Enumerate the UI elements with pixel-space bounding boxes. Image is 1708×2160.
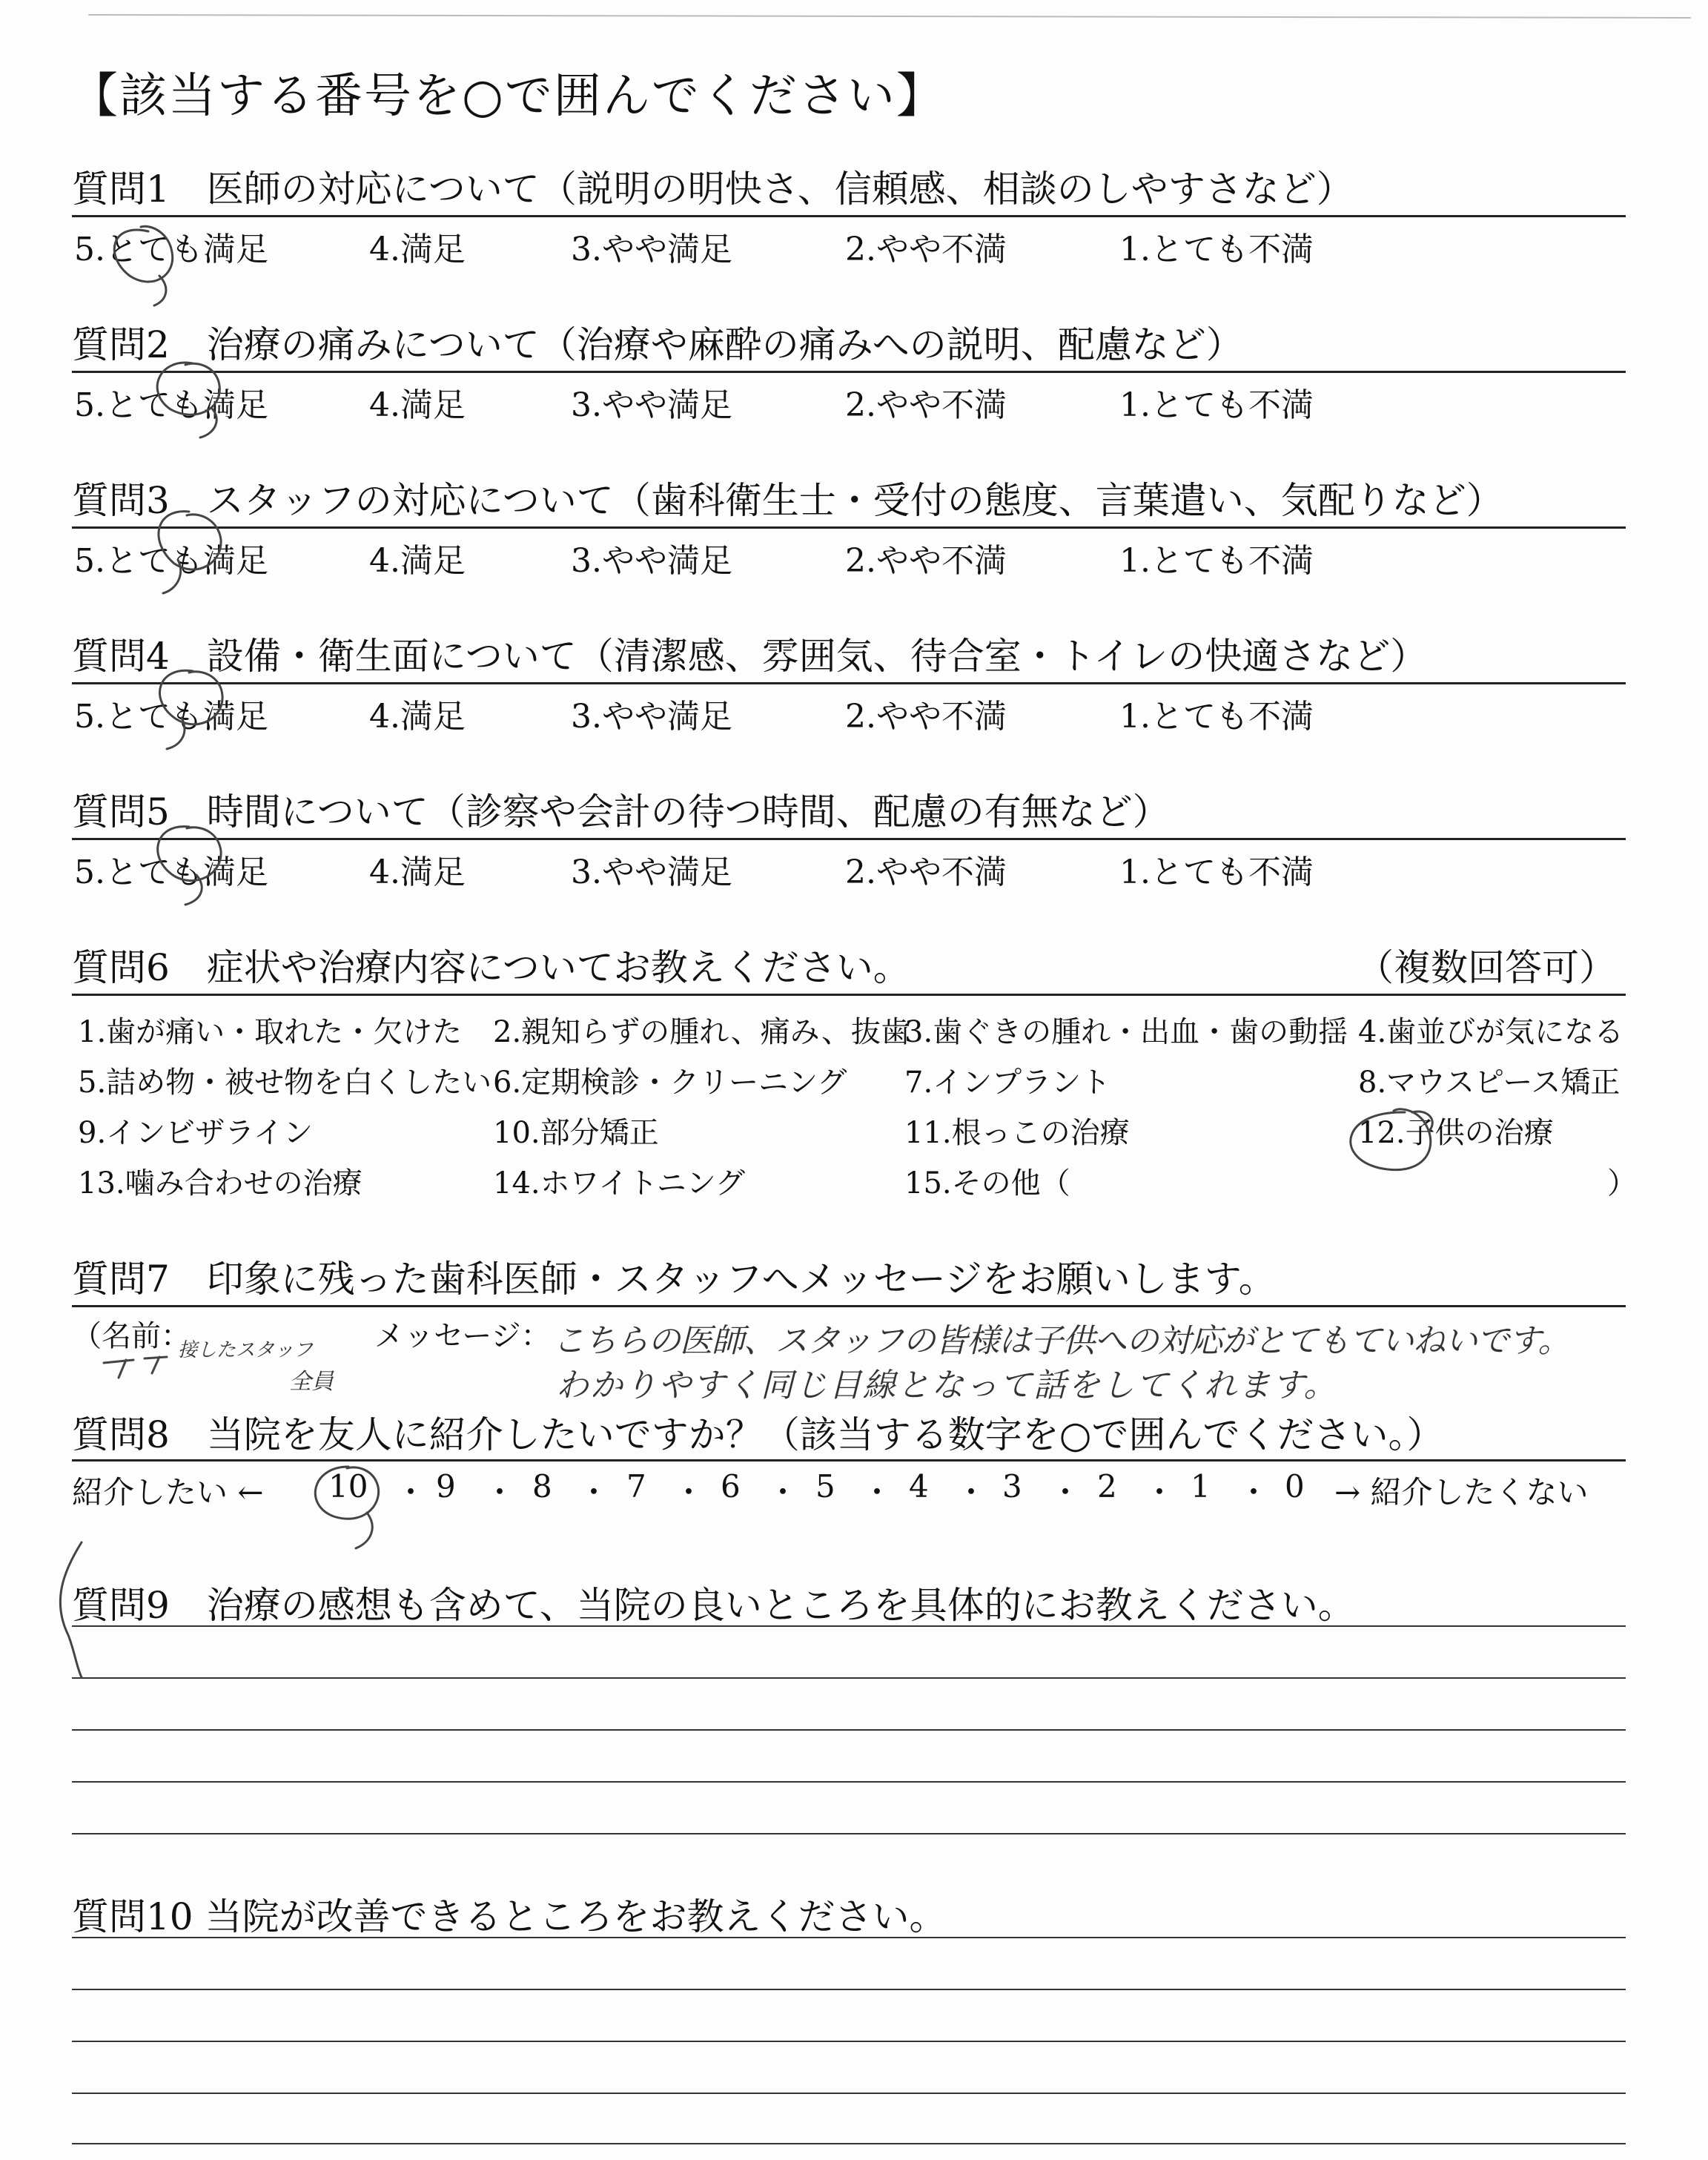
q2-selection-circle	[157, 363, 219, 437]
q1-option-5[interactable]: 5.とても満足	[74, 231, 268, 268]
question-8-heading: 質問8 当院を友人に紹介したいですか？（該当する数字を○で囲んでください。）	[72, 1413, 1444, 1456]
q6-option-10[interactable]: 10.部分矯正	[493, 1116, 659, 1150]
q1-option-4[interactable]: 4.満足	[369, 231, 466, 268]
q8-dot: ・	[1144, 1474, 1176, 1510]
q6-option-9[interactable]: 9.インビザライン	[78, 1116, 313, 1150]
q8-score-4[interactable]: 4	[909, 1468, 929, 1505]
question-10-heading: 質問10 当院が改善できるところをお教えください。	[72, 1895, 947, 1938]
q3-selection-circle	[159, 512, 221, 593]
q8-dot: ・	[767, 1474, 799, 1510]
margin-stroke	[60, 1542, 82, 1677]
q8-right-label: → 紹介したくない	[1334, 1474, 1589, 1510]
question-5-heading: 質問5 時間について（診察や会計の待つ時間、配慮の有無など）	[72, 790, 1170, 833]
q6-option-3[interactable]: 3.歯ぐきの腫れ・出血・歯の動揺	[904, 1015, 1348, 1049]
q8-selection-circle	[315, 1467, 378, 1548]
q8-score-9[interactable]: 9	[436, 1468, 456, 1505]
question-6-note: （複数回答可）	[1357, 946, 1616, 989]
q7-message-label: メッセージ：	[374, 1319, 551, 1353]
q8-score-6[interactable]: 6	[721, 1468, 741, 1505]
q4-option-4[interactable]: 4.満足	[369, 698, 466, 736]
q7-name-value-line2[interactable]: 全員	[289, 1369, 334, 1395]
question-3-heading: 質問3 スタッフの対応について（歯科衛生士・受付の態度、言葉遣い、気配りなど）	[72, 479, 1503, 522]
q8-left-label: 紹介したい ←	[72, 1474, 264, 1510]
q7-message-line2[interactable]: わかりやすく同じ目線となって話をしてくれます。	[556, 1367, 1338, 1404]
q4-option-5[interactable]: 5.とても満足	[74, 698, 268, 736]
q8-score-1[interactable]: 1	[1191, 1468, 1211, 1505]
q3-option-3[interactable]: 3.やや満足	[571, 542, 732, 580]
q5-option-4[interactable]: 4.満足	[369, 853, 466, 891]
q8-score-3[interactable]: 3	[1002, 1468, 1022, 1505]
q7-name-scribble	[104, 1357, 167, 1378]
q1-option-1[interactable]: 1.とても不満	[1119, 231, 1314, 268]
scan-edge	[89, 15, 1690, 18]
q5-option-2[interactable]: 2.やや不満	[845, 853, 1007, 891]
q8-dot: ・	[484, 1474, 516, 1510]
q6-option-15[interactable]: 15.その他（	[904, 1166, 1070, 1200]
q4-option-2[interactable]: 2.やや不満	[845, 698, 1007, 736]
q8-dot: ・	[861, 1474, 893, 1510]
form-title: 【該当する番号を○で囲んでください】	[70, 69, 945, 124]
q6-option-7[interactable]: 7.インプラント	[904, 1066, 1111, 1100]
q6-option-2[interactable]: 2.親知らずの腫れ、痛み、抜歯	[493, 1015, 910, 1049]
question-7-heading: 質問7 印象に残った歯科医師・スタッフへメッセージをお願いします。	[72, 1258, 1276, 1301]
q3-option-5[interactable]: 5.とても満足	[74, 542, 268, 580]
q8-score-5[interactable]: 5	[815, 1468, 835, 1505]
q6-option-12[interactable]: 12.子供の治療	[1358, 1116, 1554, 1150]
q6-option-6[interactable]: 6.定期検診・クリーニング	[493, 1066, 847, 1100]
q6-option-1[interactable]: 1.歯が痛い・取れた・欠けた	[78, 1015, 463, 1049]
q8-dot: ・	[673, 1474, 705, 1510]
q7-message-line1[interactable]: こちらの医師、スタッフの皆様は子供への対応がとてもていねいです。	[552, 1322, 1570, 1360]
q4-option-3[interactable]: 3.やや満足	[571, 698, 732, 736]
q8-score-10[interactable]: 10	[328, 1468, 368, 1505]
q6-selection-circle	[1351, 1109, 1432, 1170]
q1-option-3[interactable]: 3.やや満足	[571, 231, 732, 268]
q1-option-2[interactable]: 2.やや不満	[845, 231, 1007, 268]
q7-name-value-line1[interactable]: 接したスタッフ	[178, 1339, 314, 1361]
q8-score-0[interactable]: 0	[1285, 1468, 1305, 1505]
q5-selection-circle	[158, 827, 221, 905]
q6-option-4[interactable]: 4.歯並びが気になる	[1358, 1015, 1624, 1049]
q8-score-7[interactable]: 7	[626, 1468, 646, 1505]
q6-option-13[interactable]: 13.噛み合わせの治療	[78, 1166, 363, 1200]
question-2-heading: 質問2 治療の痛みについて（治療や麻酔の痛みへの説明、配慮など）	[72, 323, 1243, 366]
q8-dot: ・	[1050, 1474, 1082, 1510]
q8-score-8[interactable]: 8	[532, 1468, 552, 1505]
q5-option-1[interactable]: 1.とても不満	[1119, 853, 1314, 891]
q6-option-11[interactable]: 11.根っこの治療	[904, 1116, 1130, 1150]
q8-score-2[interactable]: 2	[1097, 1468, 1117, 1505]
q8-dot: ・	[395, 1474, 427, 1510]
q2-option-2[interactable]: 2.やや不満	[845, 386, 1007, 424]
q6-option-15-close: ）	[1607, 1166, 1637, 1200]
q2-option-4[interactable]: 4.満足	[369, 386, 466, 424]
q3-option-2[interactable]: 2.やや不満	[845, 542, 1007, 580]
question-6-heading: 質問6 症状や治療内容についてお教えください。	[72, 946, 910, 989]
q8-dot: ・	[956, 1474, 987, 1510]
q8-dot: ・	[1238, 1474, 1270, 1510]
q8-dot: ・	[578, 1474, 610, 1510]
question-1-heading: 質問1 医師の対応について（説明の明快さ、信頼感、相談のしやすさなど）	[72, 168, 1354, 211]
q1-selection-circle	[114, 226, 172, 305]
question-4-heading: 質問4 設備・衛生面について（清潔感、雰囲気、待合室・トイレの快適さなど）	[72, 635, 1428, 678]
q2-option-3[interactable]: 3.やや満足	[571, 386, 732, 424]
q6-option-14[interactable]: 14.ホワイトニング	[493, 1166, 746, 1200]
q7-name-label: （名前：	[72, 1319, 191, 1353]
q3-option-1[interactable]: 1.とても不満	[1119, 542, 1314, 580]
q6-option-8[interactable]: 8.マウスピース矯正	[1358, 1066, 1621, 1100]
q2-option-5[interactable]: 5.とても満足	[74, 386, 268, 424]
q5-option-3[interactable]: 3.やや満足	[571, 853, 732, 891]
q5-option-5[interactable]: 5.とても満足	[74, 853, 268, 891]
question-9-heading: 質問9 治療の感想も含めて、当院の良いところを具体的にお教えください。	[72, 1584, 1355, 1627]
q4-option-1[interactable]: 1.とても不満	[1119, 698, 1314, 736]
q2-option-1[interactable]: 1.とても不満	[1119, 386, 1314, 424]
q3-option-4[interactable]: 4.満足	[369, 542, 466, 580]
q4-selection-circle	[160, 670, 223, 749]
q6-option-5[interactable]: 5.詰め物・被せ物を白くしたい	[78, 1066, 492, 1100]
